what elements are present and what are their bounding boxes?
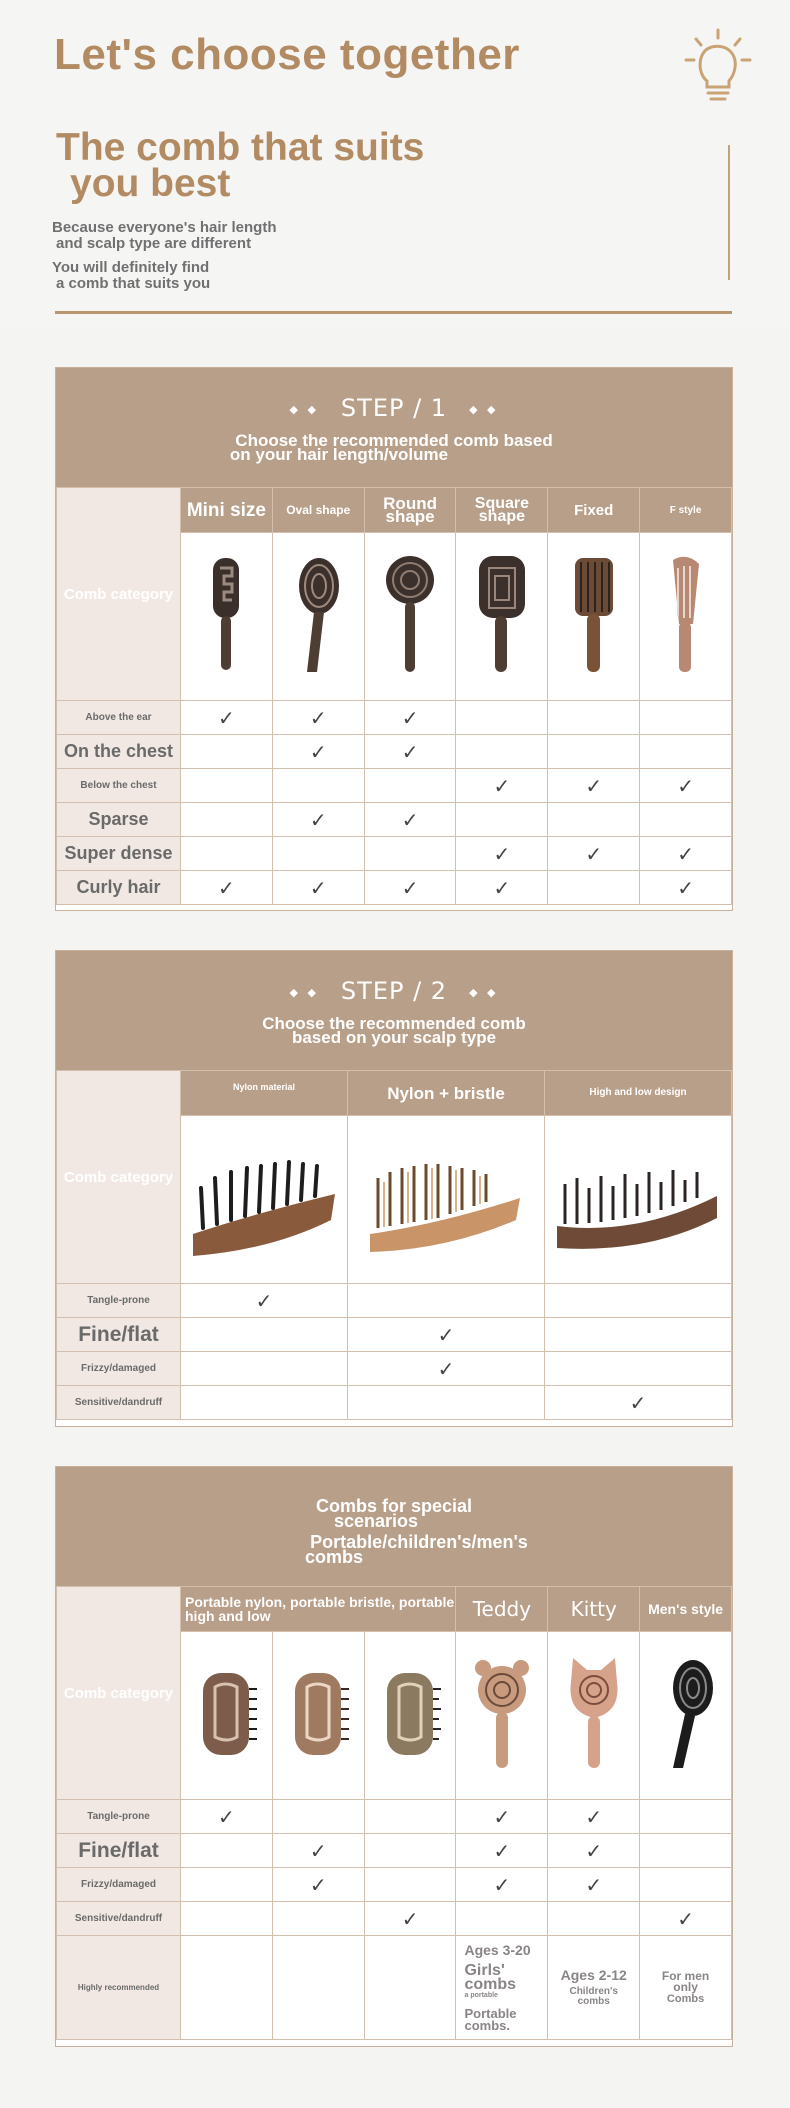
checkmark-icon: ✓	[677, 1906, 694, 1931]
comb-image	[181, 533, 273, 701]
rec-kitty-type: Children's combs	[569, 1985, 618, 2007]
page-title: Let's choose together	[54, 30, 520, 79]
step1-section	[55, 367, 733, 911]
check-cell	[640, 769, 732, 803]
subtitle-line-2: you best	[70, 162, 231, 205]
col-nylon: Nylon material	[181, 1071, 348, 1116]
portable-nylon-comb-icon	[191, 1659, 261, 1769]
checkmark-icon: ✓	[401, 1906, 419, 1931]
comb-image	[364, 533, 456, 701]
empty-cell	[364, 1800, 456, 1834]
checkmark-icon: ✓	[437, 1322, 455, 1347]
step1-header-row	[57, 488, 732, 533]
diamond-icon: ◆ ◆	[289, 985, 319, 999]
col-round-shape: Round shape	[364, 488, 456, 533]
empty-cell	[640, 735, 732, 769]
rec-teddy-portable: Portable combs.	[464, 2005, 517, 2033]
row-label: Sensitive/dandruff	[57, 1902, 181, 1936]
checkmark-icon: ✓	[255, 1288, 273, 1313]
check-cell	[364, 735, 456, 769]
empty-cell	[640, 1868, 732, 1902]
row-label: Above the ear	[57, 701, 181, 735]
check-cell	[640, 837, 732, 871]
check-cell	[181, 1284, 348, 1318]
desc-line-2: and scalp type are different	[56, 235, 252, 252]
col-high-low: High and low design	[545, 1071, 732, 1116]
check-cell	[456, 1834, 548, 1868]
empty-cell	[640, 701, 732, 735]
check-cell	[548, 1800, 640, 1834]
step1-table	[56, 487, 732, 905]
empty-cell	[181, 1834, 273, 1868]
empty-cell	[272, 1936, 364, 2040]
row-below-the-chest	[57, 769, 732, 803]
comb-image	[456, 533, 548, 701]
check-cell	[272, 803, 364, 837]
step1-title-text: STEP / 1	[340, 394, 448, 422]
desc-line-1: Because everyone's hair length	[52, 219, 277, 236]
empty-cell	[545, 1352, 732, 1386]
empty-cell	[181, 735, 273, 769]
col-nylon-bristle: Nylon + bristle	[348, 1071, 545, 1116]
step2-table	[56, 1070, 732, 1420]
hero-description	[52, 220, 392, 292]
check-cell	[364, 701, 456, 735]
empty-cell	[364, 1834, 456, 1868]
row-super-dense	[57, 837, 732, 871]
special-section	[55, 1466, 733, 2047]
empty-cell	[181, 1352, 348, 1386]
checkmark-icon: ✓	[309, 1838, 327, 1863]
empty-cell	[548, 871, 640, 905]
comb-image	[456, 1632, 548, 1800]
empty-cell	[545, 1318, 732, 1352]
step2-subtitle	[56, 1014, 732, 1047]
row-fine-flat	[57, 1834, 732, 1868]
square-comb-icon	[467, 550, 537, 680]
check-cell	[456, 1800, 548, 1834]
diamond-icon: ◆ ◆	[289, 402, 319, 416]
rec-men-type: For men only	[661, 1968, 710, 1994]
row-label: Sparse	[57, 803, 181, 837]
checkmark-icon: ✓	[585, 1838, 603, 1863]
recommended-row	[57, 1936, 732, 2040]
special-table	[56, 1586, 732, 2040]
col-kitty: Kitty	[548, 1587, 640, 1632]
check-cell	[272, 871, 364, 905]
empty-cell	[548, 701, 640, 735]
check-cell	[548, 837, 640, 871]
step2-title	[56, 977, 732, 1005]
check-cell	[348, 1352, 545, 1386]
recommended-label: Highly recommended	[57, 1936, 181, 2040]
check-cell	[456, 871, 548, 905]
row-label: Tangle-prone	[57, 1800, 181, 1834]
comb-image	[272, 1632, 364, 1800]
comb-image	[640, 533, 732, 701]
special-title-line-3: Portable/children's/men's	[310, 1532, 528, 1552]
step2-header	[56, 951, 732, 1070]
empty-cell	[364, 1868, 456, 1902]
kitty-comb-icon	[559, 1654, 629, 1774]
step2-subtitle-line-1: Choose the recommended comb	[262, 1014, 526, 1033]
check-cell	[545, 1386, 732, 1420]
brush-image	[181, 1116, 348, 1284]
portable-high-low-comb-icon	[375, 1659, 445, 1769]
brush-image	[348, 1116, 545, 1284]
check-cell	[181, 701, 273, 735]
col-portable-group: Portable nylon, portable bristle, portable high and low	[181, 1587, 456, 1632]
check-cell	[364, 1902, 456, 1936]
special-title-line-4: combs	[304, 1547, 364, 1567]
empty-cell	[181, 803, 273, 837]
step2-title-text: STEP / 2	[340, 977, 448, 1005]
lightbulb-icon	[683, 27, 753, 107]
brush-image	[545, 1116, 732, 1284]
row-label: Sensitive/dandruff	[57, 1386, 181, 1420]
nylon-brush-icon	[189, 1138, 339, 1258]
teddy-comb-icon	[467, 1654, 537, 1774]
checkmark-icon: ✓	[493, 841, 511, 866]
rec-kitty-age: Ages 2-12	[560, 1966, 627, 1983]
row-on-the-chest	[57, 735, 732, 769]
empty-cell	[181, 1386, 348, 1420]
nylon-bristle-brush-icon	[366, 1138, 526, 1258]
checkmark-icon: ✓	[585, 1872, 603, 1897]
step2-section	[55, 950, 733, 1427]
checkmark-icon: ✓	[401, 705, 419, 730]
checkmark-icon: ✓	[677, 773, 694, 798]
empty-cell	[640, 1800, 732, 1834]
empty-cell	[272, 1800, 364, 1834]
check-cell	[272, 1834, 364, 1868]
comb-category-label: Comb category	[57, 488, 181, 701]
empty-cell	[181, 837, 273, 871]
teddy-recommendation	[456, 1936, 548, 2040]
empty-cell	[272, 837, 364, 871]
row-tangle-prone	[57, 1800, 732, 1834]
checkmark-icon: ✓	[401, 807, 419, 832]
special-header-row	[57, 1587, 732, 1632]
step2-rows	[57, 1284, 732, 1420]
empty-cell	[181, 1318, 348, 1352]
check-cell	[640, 1902, 732, 1936]
check-cell	[456, 769, 548, 803]
comb-image	[640, 1632, 732, 1800]
special-rows	[57, 1800, 732, 1936]
col-f-style: F style	[640, 488, 732, 533]
empty-cell	[364, 769, 456, 803]
row-tangle-prone	[57, 1284, 732, 1318]
row-curly-hair	[57, 871, 732, 905]
special-title-line-2: scenarios	[333, 1511, 419, 1531]
check-cell	[548, 769, 640, 803]
checkmark-icon: ✓	[218, 875, 235, 900]
checkmark-icon: ✓	[629, 1390, 647, 1415]
round-comb-icon	[375, 550, 445, 680]
check-cell	[272, 1868, 364, 1902]
high-low-brush-icon	[553, 1138, 723, 1258]
rec-men-combs: Combs	[666, 1992, 705, 2005]
check-cell	[456, 1868, 548, 1902]
col-oval-shape: Oval shape	[272, 488, 364, 533]
check-cell	[181, 871, 273, 905]
rec-teddy-note: a portable	[464, 1991, 498, 1999]
empty-cell	[456, 1902, 548, 1936]
check-cell	[640, 871, 732, 905]
checkmark-icon: ✓	[585, 773, 603, 798]
step1-subtitle-line-1: Choose the recommended comb based	[235, 431, 553, 450]
portable-bristle-comb-icon	[283, 1659, 353, 1769]
check-cell	[364, 803, 456, 837]
fixed-comb-icon	[559, 550, 629, 680]
checkmark-icon: ✓	[401, 739, 419, 764]
special-header	[56, 1467, 732, 1586]
empty-cell	[181, 769, 273, 803]
diamond-icon: ◆ ◆	[469, 985, 499, 999]
checkmark-icon: ✓	[218, 1804, 235, 1829]
rec-teddy-type: Girls' combs	[464, 1961, 517, 1993]
row-sparse	[57, 803, 732, 837]
comb-image	[364, 1632, 456, 1800]
row-label: Fine/flat	[57, 1834, 181, 1868]
checkmark-icon: ✓	[493, 1872, 511, 1897]
row-label: On the chest	[57, 735, 181, 769]
mini-comb-icon	[191, 550, 261, 680]
row-label: Super dense	[57, 837, 181, 871]
divider	[55, 311, 732, 314]
check-cell	[364, 871, 456, 905]
row-label: Curly hair	[57, 871, 181, 905]
empty-cell	[364, 1936, 456, 2040]
decor-vertical-line	[728, 145, 730, 280]
desc-line-3: You will definitely find	[52, 259, 210, 276]
col-mini-size: Mini size	[181, 488, 273, 533]
empty-cell	[456, 701, 548, 735]
checkmark-icon: ✓	[309, 807, 327, 832]
checkmark-icon: ✓	[585, 841, 603, 866]
checkmark-icon: ✓	[218, 705, 235, 730]
empty-cell	[272, 769, 364, 803]
empty-cell	[640, 1834, 732, 1868]
hero-section	[0, 0, 790, 330]
mens-recommendation	[640, 1936, 732, 2040]
row-fine-flat	[57, 1318, 732, 1352]
checkmark-icon: ✓	[309, 875, 327, 900]
check-cell	[548, 1834, 640, 1868]
row-label: Tangle-prone	[57, 1284, 181, 1318]
f-style-comb-icon	[651, 550, 721, 680]
checkmark-icon: ✓	[437, 1356, 455, 1381]
checkmark-icon: ✓	[677, 875, 694, 900]
empty-cell	[364, 837, 456, 871]
step1-subtitle-line-2: on your hair length/volume	[229, 445, 449, 464]
row-label: Below the chest	[57, 769, 181, 803]
empty-cell	[181, 1936, 273, 2040]
checkmark-icon: ✓	[309, 1872, 327, 1897]
empty-cell	[348, 1284, 545, 1318]
checkmark-icon: ✓	[493, 1804, 511, 1829]
row-label: Frizzy/damaged	[57, 1352, 181, 1386]
checkmark-icon: ✓	[493, 773, 511, 798]
mens-comb-icon	[651, 1654, 721, 1774]
col-teddy: Teddy	[456, 1587, 548, 1632]
step2-subtitle-line-2: based on your scalp type	[291, 1028, 497, 1047]
comb-image	[548, 533, 640, 701]
step2-header-row	[57, 1071, 732, 1116]
empty-cell	[181, 1868, 273, 1902]
empty-cell	[348, 1386, 545, 1420]
oval-comb-icon	[283, 550, 353, 680]
special-title-line-1: Combs for special	[315, 1496, 473, 1516]
empty-cell	[548, 803, 640, 837]
rec-teddy-age: Ages 3-20	[464, 1941, 531, 1958]
col-fixed: Fixed	[548, 488, 640, 533]
check-cell	[272, 735, 364, 769]
checkmark-icon: ✓	[493, 875, 511, 900]
step1-rows	[57, 701, 732, 905]
empty-cell	[640, 803, 732, 837]
special-title	[56, 1496, 732, 1567]
step1-title	[56, 394, 732, 422]
row-sensitive-dandruff	[57, 1386, 732, 1420]
checkmark-icon: ✓	[309, 739, 327, 764]
checkmark-icon: ✓	[585, 1804, 603, 1829]
row-sensitive-dandruff	[57, 1902, 732, 1936]
col-square-shape: Square shape	[456, 488, 548, 533]
checkmark-icon: ✓	[309, 705, 327, 730]
check-cell	[548, 1868, 640, 1902]
desc-line-4: a comb that suits you	[56, 275, 211, 292]
empty-cell	[548, 1902, 640, 1936]
row-frizzy-damaged	[57, 1868, 732, 1902]
checkmark-icon: ✓	[401, 875, 419, 900]
row-label: Fine/flat	[57, 1318, 181, 1352]
kitty-recommendation	[548, 1936, 640, 2040]
empty-cell	[548, 735, 640, 769]
step1-header	[56, 368, 732, 487]
empty-cell	[456, 735, 548, 769]
empty-cell	[456, 803, 548, 837]
check-cell	[456, 837, 548, 871]
checkmark-icon: ✓	[677, 841, 694, 866]
comb-category-label: Comb category	[57, 1587, 181, 1800]
comb-image	[181, 1632, 273, 1800]
comb-image	[272, 533, 364, 701]
row-above-the-ear	[57, 701, 732, 735]
check-cell	[348, 1318, 545, 1352]
comb-image	[548, 1632, 640, 1800]
row-frizzy-damaged	[57, 1352, 732, 1386]
empty-cell	[545, 1284, 732, 1318]
checkmark-icon: ✓	[493, 1838, 511, 1863]
check-cell	[181, 1800, 273, 1834]
step1-subtitle	[56, 431, 732, 464]
empty-cell	[272, 1902, 364, 1936]
diamond-icon: ◆ ◆	[469, 402, 499, 416]
col-mens-style: Men's style	[640, 1587, 732, 1632]
comb-category-label: Comb category	[57, 1071, 181, 1284]
page-subtitle	[56, 126, 516, 205]
row-label: Frizzy/damaged	[57, 1868, 181, 1902]
subtitle-line-1: The comb that suits	[56, 126, 425, 169]
check-cell	[272, 701, 364, 735]
empty-cell	[181, 1902, 273, 1936]
